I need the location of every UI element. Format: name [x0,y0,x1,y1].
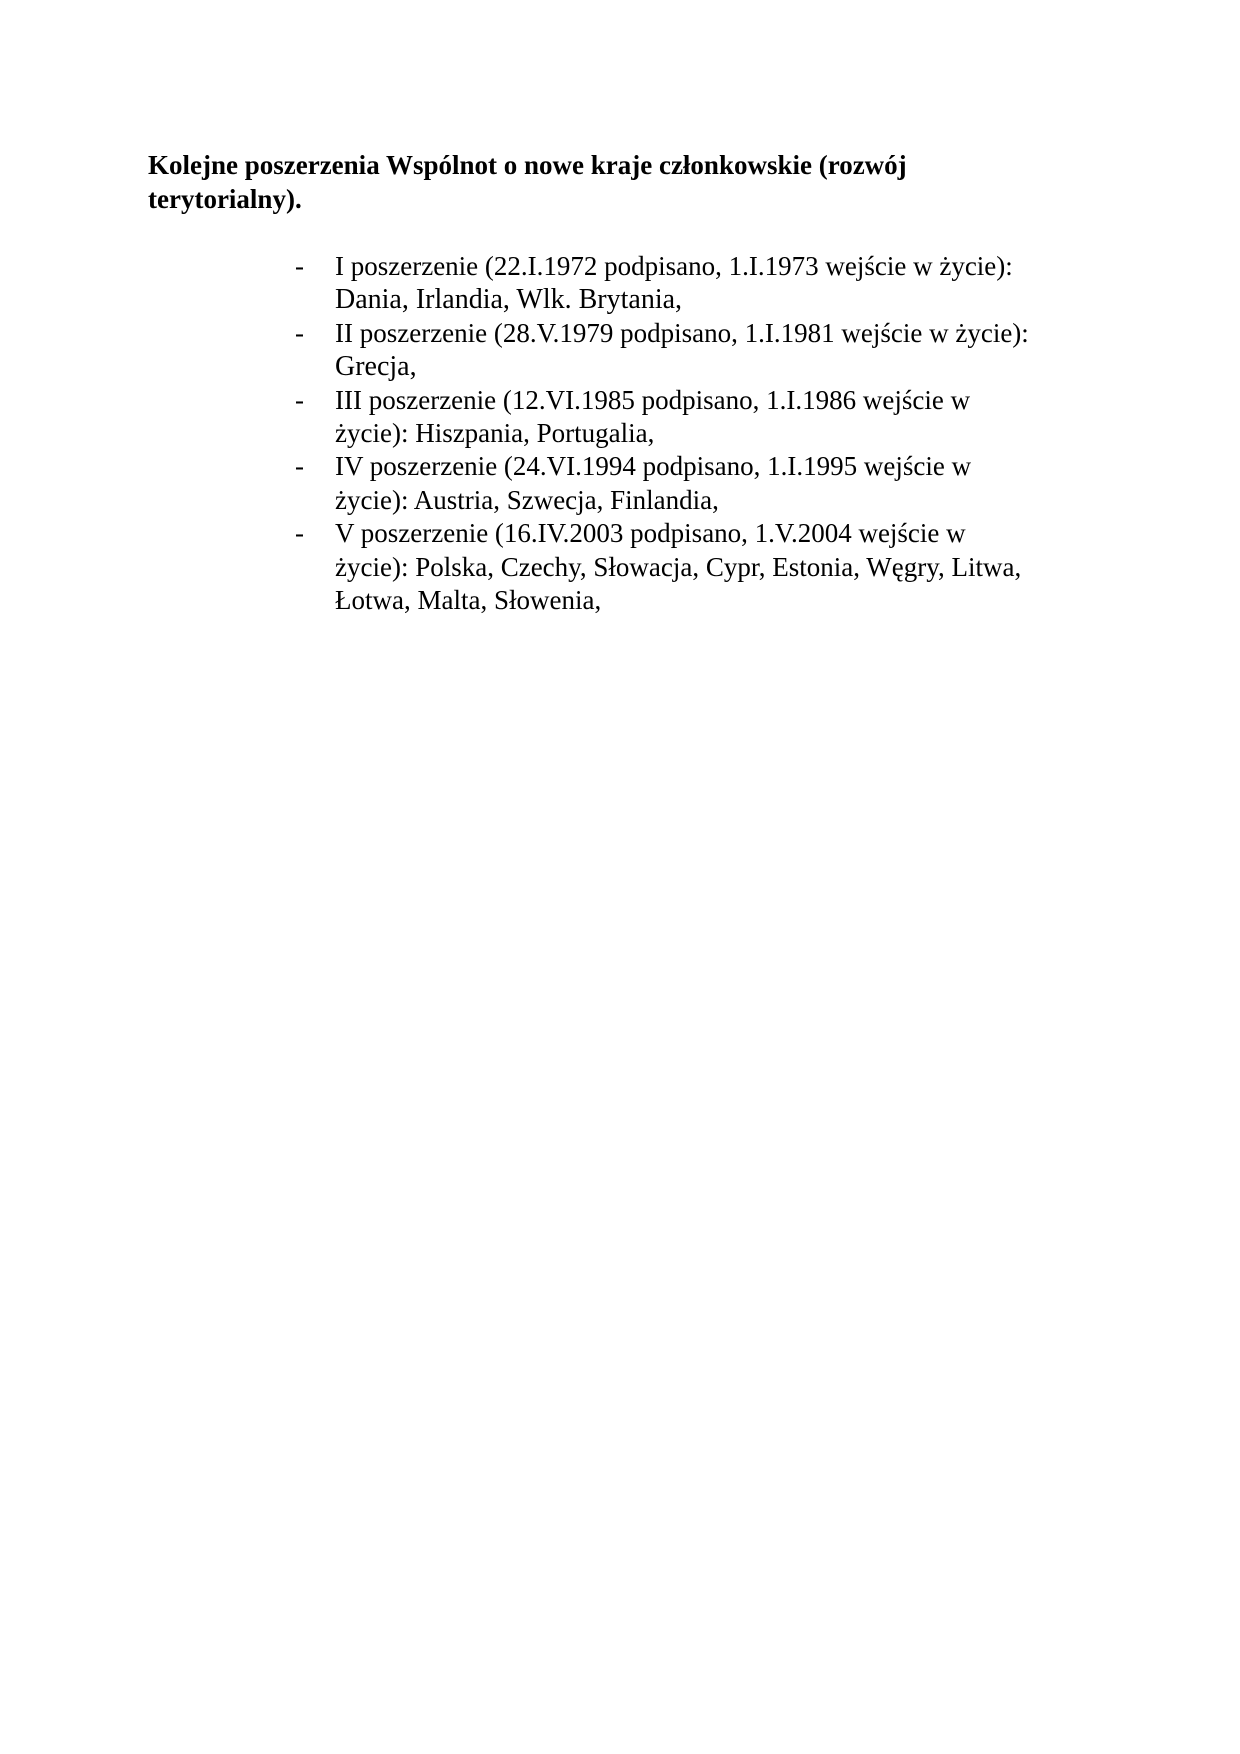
enlargement-list [295,250,1095,617]
bullet-dash: - [295,384,304,415]
title-line-1: Kolejne poszerzenia Wspólnot o nowe kraje członkowskie (rozwój [148,150,907,180]
list-item-enlargement-3 [295,384,1095,451]
item-countries-continued: Łotwa, Malta, Słowenia, [335,585,602,616]
item-text: II poszerzenie (28.V.1979 podpisano, 1.I.1981 wejście w życie): [335,317,1029,348]
document-title [148,148,1008,216]
list-item-enlargement-2 [295,317,1095,384]
list-item-enlargement-5 [295,517,1095,617]
item-countries: Grecja, [335,351,417,383]
item-countries: życie): Polska, Czechy, Słowacja, Cypr, Estonia, Węgry, Litwa, [335,551,1022,582]
item-text: I poszerzenie (22.I.1972 podpisano, 1.I.1973 wejście w życie): [335,251,1013,281]
item-text: III poszerzenie (12.VI.1985 podpisano, 1.I.1986 wejście w [335,384,971,415]
item-countries: życie): Austria, Szwecja, Finlandia, [335,484,719,515]
list-item-enlargement-4 [295,450,1095,517]
bullet-dash: - [295,317,304,348]
bullet-dash: - [295,518,304,549]
item-countries: życie): Hiszpania, Portugalia, [335,418,655,449]
bullet-dash: - [295,451,304,482]
item-text: V poszerzenie (16.IV.2003 podpisano, 1.V.2004 wejście w [335,518,966,549]
item-text: IV poszerzenie (24.VI.1994 podpisano, 1.I.1995 wejście w [335,451,972,482]
item-countries: Dania, Irlandia, Wlk. Brytania, [335,284,683,316]
title-line-2: terytorialny). [148,184,302,214]
bullet-dash: - [295,251,304,281]
list-item-enlargement-1 [295,250,1095,317]
